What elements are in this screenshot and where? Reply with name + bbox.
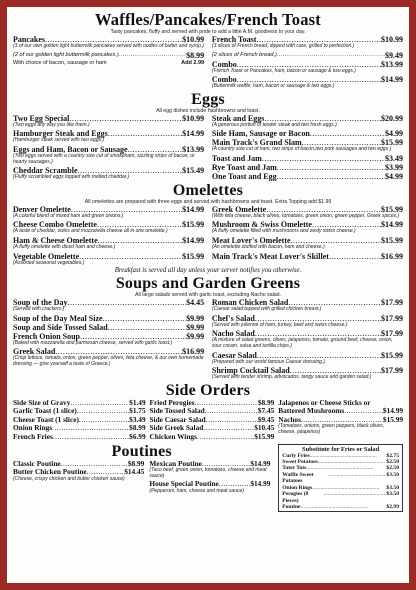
substitute-block <box>278 443 403 513</box>
item-desc: (Tomatoes, onions, green peppers, black olives, cheese, jalapenos) <box>278 423 385 436</box>
substitute-item: Sweet Potatoes ..... $2.50 <box>282 459 399 465</box>
item-desc: (Assorted seasonal vegetables.) <box>13 259 85 266</box>
item-desc: (A mixture of salad greens, olives, jalapenos, tomato, ground beef, cheese, onion, sour cream, salsa and tortilla chips.) <box>211 337 393 349</box>
item-desc: (Taco beef, green onion, tomatoes, cheese and meat sauce) <box>149 467 267 479</box>
menu-item: Mushroom & Swiss Omelette ..... $14.99 <box>212 220 403 229</box>
item-desc: (Served with julienne of ham, turkey, beef and swiss cheese.) <box>211 321 348 328</box>
item-desc: (3 slices of French bread, dipped with care, grilled to perfection.) <box>211 43 355 49</box>
menu-item: Caesar Salad ..... $15.99 <box>212 351 403 360</box>
item-desc: (Cheese, crispy chicken and butter chicken sauce) <box>13 475 125 482</box>
poutines-title: Poutines <box>111 442 172 460</box>
sides-col-2 <box>150 399 275 442</box>
menu-item: Fried Perogies ..... $8.99 <box>150 399 275 408</box>
menu-item: Pancakes ..... $10.99 <box>13 35 204 44</box>
poutines-block <box>13 443 270 513</box>
menu-item: Shrimp Cocktail Salad ..... $17.99 <box>212 366 403 375</box>
eggs-right <box>212 114 403 182</box>
sides-title: Side Orders <box>165 381 251 399</box>
item-desc: (A colorful blend of mixed ham and green onions.) <box>13 212 124 219</box>
item-desc: (A taste of cheddar, swiss and mozzarella cheese all in one omelette.) <box>13 228 168 235</box>
menu-item: Hamburger Steak and Eggs ..... $14.99 <box>13 129 204 138</box>
item-desc: (An omelette stuffed with bacon, ham and cheese.) <box>211 243 325 250</box>
item-desc: (Baked with mozzarella and parmesan cheese, served with garlic toast.) <box>13 339 173 346</box>
menu-item: Chef's Salad ..... $17.99 <box>212 314 403 323</box>
menu-item: Cheddar Scramble ..... $15.49 <box>13 166 204 175</box>
item-desc: (Fluffy scrambled eggs topped with melted cheddar.) <box>13 174 130 181</box>
waffles-right <box>212 35 403 91</box>
item-desc: (Pepperoni, ham, cheese and meat sauce) <box>149 488 244 495</box>
item-desc: (Crisp lettuce, tomato, onion, green pepper, olives, feta cheese, & our own homemade dressing — give yourself a taste of Greece.) <box>13 355 204 367</box>
waffles-left <box>13 35 204 91</box>
menu-item: French Fries ..... $6.99 <box>13 433 146 442</box>
menu-item: Side Tossed Salad ..... $7.45 <box>150 407 275 416</box>
omelettes-subtitle: All omelettes are prepared with three eggs and served with hashbrowns and toast. Extra Topping add $1.99 <box>84 198 332 205</box>
poutines-mid <box>149 460 270 496</box>
menu-item: Garlic Toast (1 slice) ..... $1.75 <box>13 407 146 416</box>
eggs-left <box>13 114 204 182</box>
substitute-box <box>278 444 403 513</box>
menu-item: French Toast ..... $10.99 <box>212 35 403 44</box>
menu-item: Jalapenos or Cheese Sticks or <box>278 397 371 407</box>
addon-note: With choice of bacon, sausage or ham Add 2.99 <box>13 59 205 66</box>
substitute-item: Poutine ..... $2.99 <box>282 504 399 510</box>
menu-item: Steak and Eggs ..... $20.99 <box>212 114 403 123</box>
menu-item: One Toast and Egg ..... $4.99 <box>212 172 403 181</box>
menu-item: Eggs and Ham, Bacon or Sausage ..... $13.99 <box>13 145 204 154</box>
menu-item: Greek Omelette ..... $15.99 <box>212 205 403 214</box>
item-desc: (Hamburger steak served with two eggs.) <box>13 137 105 144</box>
eggs-columns <box>13 114 403 182</box>
menu-item: Cheese Combo Omelette ..... $15.99 <box>13 220 204 229</box>
sides-columns <box>13 399 403 442</box>
item-desc: (A fluffy omelette filled with mushrooms and zesty swiss cheese.) <box>211 228 356 235</box>
sides-col-3 <box>278 399 403 442</box>
menu-item: Side Size of Gravy ..... $1.49 <box>13 399 146 408</box>
item-desc: (Prepared with our world famous Caesar dressing.) <box>211 358 326 365</box>
item-desc: (French Toast or Pancakes, ham, bacon or sausage & two eggs.) <box>211 67 356 74</box>
omelettes-title: Omelettes <box>172 181 244 199</box>
soups-subtitle: All large salads served with garlic toast, excluding Nacho salad. <box>135 292 281 299</box>
item-desc: (3 of our own golden light buttermilk pancakes served with oodles of butter and syrup.) <box>13 43 204 49</box>
omelettes-columns <box>13 205 403 267</box>
menu-item: Denver Omelette ..... $14.99 <box>13 205 204 214</box>
substitute-item: Onion Rings ..... $3.50 <box>282 485 399 491</box>
poutines-area <box>13 443 403 513</box>
menu-item: Ham & Cheese Omelette ..... $14.99 <box>13 236 204 245</box>
waffles-columns <box>13 35 403 91</box>
item-desc: (Served with tender shrimp, advocados, tangy sauce and garden salad.) <box>211 374 372 381</box>
soups-title: Soups and Garden Greens <box>115 275 301 293</box>
item-desc: (A country size cut of ham, two strips of bacon,two pork sausages and two eggs.) <box>211 146 392 153</box>
poutines-left <box>13 460 144 496</box>
substitute-title: Substitute for Fries or Salad <box>302 445 380 453</box>
menu-item: Nacho Salad ..... $17.99 <box>212 329 403 338</box>
menu-item: Toast and Jam ..... $3.49 <box>212 154 403 163</box>
eggs-subtitle: All egg dishes include hashbrowns and toast. <box>156 107 260 114</box>
substitute-item: Curly Fries ..... $2.75 <box>282 453 399 459</box>
menu-item: Mexican Poutine ..... $14.99 <box>149 460 270 469</box>
menu-item: Battered Mushrooms ..... $14.99 <box>278 407 403 416</box>
waffles-title: Waffles/Pancakes/French Toast <box>95 10 321 29</box>
menu-item: Onion Rings ..... $8.99 <box>13 424 146 433</box>
menu-item: Vegetable Omelette ..... $15.99 <box>13 252 204 261</box>
menu-item: (2 slices of French bread.) ..... $9.49 <box>212 51 403 60</box>
menu-content <box>13 11 403 512</box>
item-desc: (Served with crackers.) <box>13 306 65 313</box>
menu-item: Roman Chicken Salad ..... $17.99 <box>212 298 403 307</box>
soups-left <box>13 298 204 382</box>
soups-right <box>212 298 403 382</box>
breakfast-note: Breakfast is served all day unless your server notifies you otherwise. <box>114 267 302 275</box>
menu-item: Side Greek Salad ..... $10.45 <box>150 424 275 433</box>
menu-item: Combo ..... $13.99 <box>212 60 403 69</box>
menu-item: (2 of our golden light buttermilk pancakes.) ..... $8.99 <box>13 51 204 60</box>
menu-item: French Onion Soup ..... $9.99 <box>13 332 204 341</box>
substitute-item: Perogies (8 Pieces) ..... $3.50 <box>282 491 399 504</box>
item-desc: (Caesar salad topped with grilled chicken breast.) <box>211 306 322 313</box>
item-desc: (A fluffy omelette with diced ham and cheese.) <box>13 243 116 250</box>
waffles-subtitle: Tasty pancakes, fluffy and served with pride to add a little A.M. goodness to your day. <box>110 29 306 35</box>
item-desc: (Two eggs any way you like them.) <box>13 121 90 128</box>
menu-item: Rye Toast and Jam ..... $3.99 <box>212 163 403 172</box>
menu-item: Soup and Side Tossed Salad ..... $9.99 <box>13 323 204 332</box>
menu-item: Butter Chicken Poutine ..... $14.45 <box>13 468 144 477</box>
menu-item: Combo ..... $14.99 <box>212 75 403 84</box>
item-desc: (With feta cheese, black olives, tomatoes, green onion, green pepper, Greek spices.) <box>211 212 400 219</box>
menu-item: House Special Poutine ..... $14.99 <box>149 480 270 489</box>
substitute-item: Tater Tots ..... $2.50 <box>282 465 399 471</box>
item-desc: (A generous portion of tender steak and two fresh eggs.) <box>211 121 337 128</box>
menu-item: Meat Lover's Omelette ..... $15.99 <box>212 236 403 245</box>
item-desc: (Two eggs served with a country size cut of smokeham, sizzling strips of bacon, or hearty sausages.) <box>13 152 195 165</box>
substitute-item: Waffle Sweet Potatoes ..... $3.50 <box>282 472 399 485</box>
poutines-columns <box>13 460 270 496</box>
menu-item: Side Ham, Sausage or Bacon ..... $4.99 <box>212 129 403 138</box>
omelettes-right <box>212 205 403 267</box>
menu-item: Classic Poutine ..... $8.99 <box>13 460 144 469</box>
menu-item: Main Track's Meat Lover's Skillet ..... $16.99 <box>212 252 403 261</box>
menu-item: Greek Salad ..... $16.99 <box>13 347 204 356</box>
menu-item: Nachos ..... $15.99 <box>278 416 403 425</box>
item-desc: (Buttermilk waffle, ham, bacon or sausage & two eggs.) <box>211 83 335 90</box>
menu-item: Chicken Wings ..... $15.99 <box>150 433 275 442</box>
menu-item: Side Caesar Salad ..... $9.45 <box>150 416 275 425</box>
menu-item: Soup of the Day ..... $4.45 <box>13 298 204 307</box>
menu-item: Main Track's Grand Slam ..... $15.99 <box>212 138 403 147</box>
menu-item: Two Egg Special ..... $10.99 <box>13 114 204 123</box>
eggs-title: Eggs <box>191 90 225 108</box>
menu-item: Cheese Toast (1 slice) ..... $3.49 <box>13 416 146 425</box>
omelettes-left <box>13 205 204 267</box>
menu-item: Soup of the Day Meal Size ..... $9.99 <box>13 314 204 323</box>
soups-columns <box>13 298 403 382</box>
sides-col-1 <box>13 399 146 442</box>
